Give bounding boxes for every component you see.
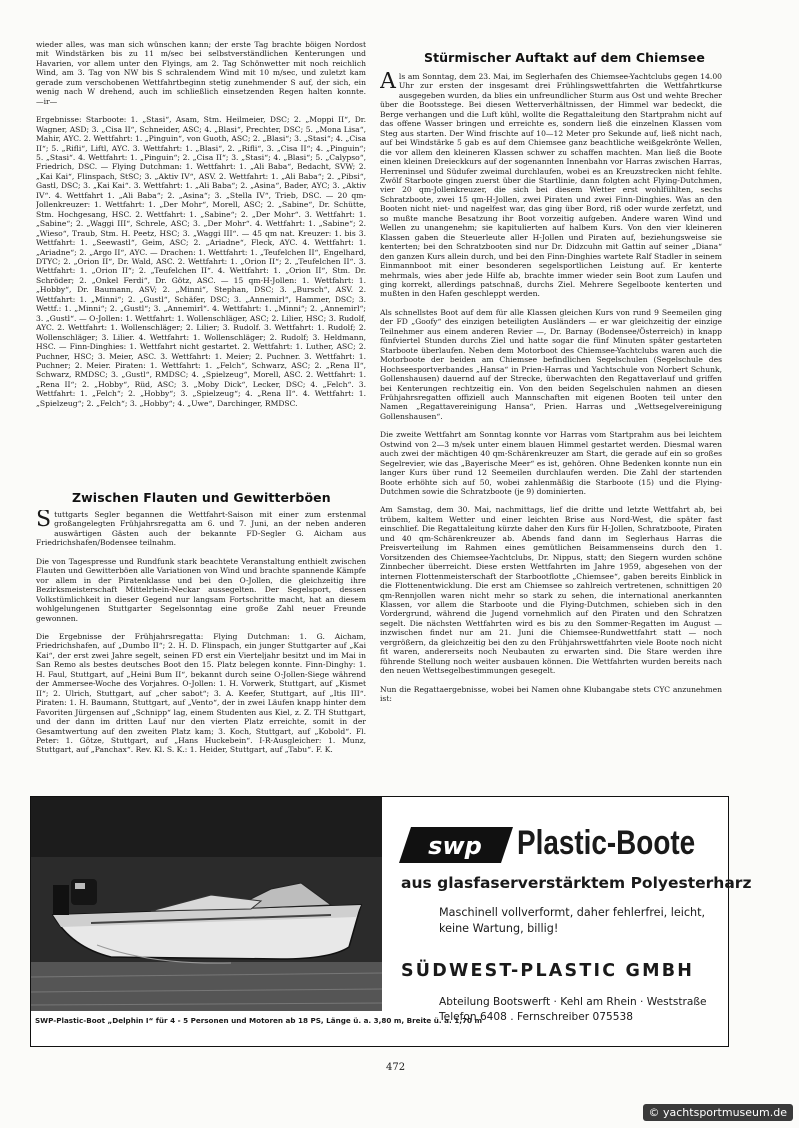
dropcap: S xyxy=(36,510,52,532)
article-paragraph-3: Die zweite Wettfahrt am Sonntag konnte vor Harras vom Startprahm aus bei leichtem Ostwind von 2—3 m/sek unter einem blauen Himmel gestartet werden. Diesmal waren auch zwei der mächtigen 40 qm-Schärenkreuzer am Start, die gerade auf ein so großes Segelrevier, wie das „Bayerische Meer“ es ist, gehören. Ohne Bedenken konnte nun ein langer Kurs über rund 12 Seemeilen durchlaufen werden. Die Zahl der startenden Boote erhöhte sich auf 50, wobei zahlenmäßig die Starboote (15) und die Flying-Dutchmen sowie die Schratzboote (je 9) dominierten. xyxy=(380,430,722,497)
company-address xyxy=(439,995,707,1025)
address-line-1: Abteilung Bootswerft · Kehl am Rhein · Weststraße xyxy=(439,996,707,1008)
right-column-article xyxy=(380,72,722,784)
paragraph-text: tuttgarts Segler begannen die Wettfahrt-Saison mit einer zum erstenmal großangelegten Frühjahrsregatta am 6. und 7. Juni, an der neben anderen auswärtigen Gästen auch der bekannte FD-Segler G. Aicham aus Friedrichshafen/Bodensee teilnahm. xyxy=(36,510,366,548)
intro-paragraph: wieder alles, was man sich wünschen kann; der erste Tag brachte böigen Nordost mit Windstärken bis zu 11 m/sec bei selbstverständlichen Kenterungen und Havarien, vor allem unter den Flyings, am 2. Tag Schönwetter mit noch reichlich Wind, am 3. Tag von NW bis S schralendem Wind mit 10 m/sec, und zuletzt kam gerade zum verschobenen Wettfahrtbeginn stetig zunehmender S auf, der sich, ein wenig nach W drehend, auch im schließlich einsetzenden Regen halten konnte. —ir— xyxy=(36,40,366,106)
dropcap: A xyxy=(380,72,396,94)
advertisement xyxy=(30,796,752,1047)
address-line-2: Telefon 6408 . Fernschreiber 075538 xyxy=(439,1011,633,1023)
paragraph-text: ls am Sonntag, dem 23. Mai, im Seglerhafen des Chiemsee-Yachtclubs gegen 14.00 Uhr zur ersten der insgesamt drei Frühlingswettfahrten die Wettfahrtkurse ausgegeben wurden, da blies ein unfreundlicher Sturm aus Ost und wehte Brecher über die Bootsstege. Bei diesen Wetterverhältnissen, der Himmel war bedeckt, die Berge verhangen und die Luft kühl, wollte die Regattaleitung den Startprahm nicht auf das offene Wasser bringen und erreichte es, sondern ließ die einzelnen Klassen vom Steg aus starten. Der Wind frischte auf 10—12 Meter pro Sekunde auf, ließ nicht nach, auf bei Windstärke 5 gab es auf dem Chiemsee ganz beachtliche weißgekrönte Wellen, die vor allem den kleineren Klassen schwer zu schaffen machten. Man ließ die Boote einen kleinen Dreieckkurs auf der sogenannten Innenbahn vor Harras zwischen Harras, Herreninsel und Südufer zweimal durchlaufen, wobei es an Kreuzstrecken nicht fehlte. Zwölf Starboote gingen zuerst über die Startlinie, dann folgten acht Flying-Dutchmen, vier 20 qm-Jollenkreuzer, die sich bei diesem Wetter erst wohlfühlten, sechs Schratzboote, zwei 15 qm-H-Jollen, zwei Piraten und zwei Finn-Dinghies. Was an den Booten nicht niet- und nagelfest war, das ging über Bord, riß oder wurde zerfetzt, und so mußte manche Besatzung ihr Boot vorzeitig aufgeben. Andere waren Wind und Wellen zu unangenehm; sie kapitulierten auf halbem Kurs. Von den vier kleineren Klassen gaben die Steuerleute aller H-Jollen und Piraten auf, beziehungsweise sie kenterten; bei den Schratzbooten sind nur Dr. Didzcuhn mit Gattin auf seiner „Diana“ den ganzen Kurs allein durch, und bei den Finn-Dinghies wartete Ralf Stadler in seinem Einmannboot mit einer besonderen segelsportlichen Leistung auf. Er kenterte mehrmals, wies aber jede Hilfe ab, brachte immer wieder sein Boot zum Laufen und ging korrekt, allerdings patschnaß, durchs Ziel. Mehrere Segelboote kenterten und mußten in den Hafen geschleppt werden. xyxy=(380,72,722,299)
article-paragraph-3: Die Ergebnisse der Frühjahrsregatta: Flying Dutchman: 1. G. Aicham, Friedrichshafen, auf „Dumbo II“; 2. H. D. Flinspach, ein junger Stuttgarter auf „Kai Kai“, der erst zwei Jahre segelt, seinen FD erst ein Vierteljahr besitzt und im Mai in San Remo als bestes deutsches Boot den 15. Platz belegen konnte. Finn-Dinghy: 1. H. Faul, Stuttgart, auf „Heini Bum II“, bekannt durch seine O-Jollen-Siege während der Ammersee-Woche des Vorjahres. O-Jollen: 1. H. Vorwerk, Stuttgart, auf „Kismet II“; 2. Ulrich, Stuttgart, auf „cher sabot“; 3. A. Keefer, Stuttgart, auf „Itis III“. Piraten: 1. H. Baumann, Stuttgart, auf „Vento“, der in zwei Läufen knapp hinter dem Favoriten Jürgensen auf „Schnipp“ lag, einem Studenten aus Kiel, z. Z. TH Stuttgart, und der dann im dritten Lauf nur den vierten Platz erreichte, somit in der Gesamtwertung auf den zweiten Platz kam; 3. Koch, Stuttgart, auf „Kobold“. Fl. Peter: 1. Götze, Stuttgart, auf „Hans Huckebein“. I-R-Ausgleicher: 1. Munz, Stuttgart, auf „Panchax“. Rev. Kl. S. K.: 1. Heider, Stuttgart, auf „Tabu“. F. K. xyxy=(36,631,366,755)
watermark: © yachtsportmuseum.de xyxy=(643,1104,793,1121)
article-paragraph-1 xyxy=(36,510,366,548)
photo-caption: SWP-Plastic-Boot „Delphin I“ für 4 - 5 Personen und Motoren ab 18 PS, Länge ü. a. 3,80 m, Breite ü. a. 1,70 m xyxy=(35,1016,482,1025)
boat-photo xyxy=(31,797,382,1011)
brand-subtitle: aus glasfaserverstärktem Polyesterharz xyxy=(401,874,752,892)
article-paragraph-2: Die von Tagespresse und Rundfunk stark beachtete Veranstaltung enthielt zwischen Flauten und Gewitterböen alle Variationen von Wind und brachte spannende Kämpfe vor allem in der Piratenklasse und bei den O-Jollen, die gleichzeitig ihre Bezirksmeisterschaft Mittelrhein-Neckar aussegelten. Der Segelsport, dessen Volkstümlichkeit in dieser Gegend nur langsam Fortschritte macht, hat an diesem wohlgelungenen Stuttgarter Segelsonntag eine große Zahl neuer Freunde gewonnen. xyxy=(36,556,366,623)
logo-text: swp xyxy=(428,832,482,860)
company-name: SÜDWEST-PLASTIC GMBH xyxy=(401,961,695,981)
article-paragraph-5: Nun die Regattaergebnisse, wobei bei Namen ohne Klubangabe stets CYC anzunehmen ist: xyxy=(380,684,722,704)
brand-title: Plastic-Boote xyxy=(517,824,696,862)
article-paragraph-4: Am Samstag, dem 30. Mai, nachmittags, lief die dritte und letzte Wettfahrt ab, bei trübem, kaltem Wetter und einer leichten Brise aus Nord-West, die später fast einschlief. Die Regattaleitung kürzte daher den Kurs für H-Jollen, Schratzboote, Piraten und 40 qm-Schärenkreuzer ab. Abends fand dann im Seglerhaus Harras die Preisverteilung im Rahmen eines gemütlichen Beisammenseins durch den 1. Vorsitzenden des Chiemsee-Yachtclubs, Dr. Nippus, statt; den Siegern wurden schöne Zinnbecher überreicht. Diese ersten Wettfahrten im Jahre 1959, abgesehen von der internen Flottenmeisterschaft der Starbootflotte „Chiemsee“, gaben bereits Einblick in die Flottenentwicklung. Die erst am Chiemsee so zahlreich vertretenen, schnittigen 20 qm-Rennjollen waren nicht mehr so stark zu sehen, die international anerkannten Klassen, vor allem die Starboote und die Flying-Dutchmen, schieben sich in den Vordergrund, während die Jugend vornehmlich auf den Piraten und den Schratzen segelt. Die nächsten Wettfahrten wird es bis zu den Sommer-Regatten im August — inzwischen findet nur am 21. Juni die Chiemsee-Rundwettfahrt statt — noch vergrößern, da gleichzeitig bei den zu den Frühjahrswettfahrten viele Boote noch nicht fit waren, andererseits noch Neubauten zu erwarten sind. Die Stare werden ihre führende Stellung noch weiter ausbauen können. Die Wettfahrten wurden bereits nach den neuen Wettsegelbestimmungen gesegelt. xyxy=(380,505,722,676)
left-column-article xyxy=(36,510,366,785)
headline-chiemsee: Stürmischer Auftakt auf dem Chiemsee xyxy=(424,50,705,65)
swp-logo-icon xyxy=(397,823,515,867)
page-number: 472 xyxy=(386,1062,406,1073)
article-paragraph-1 xyxy=(380,72,722,299)
headline-stuttgart: Zwischen Flauten und Gewitterböen xyxy=(72,490,331,505)
ad-text-panel xyxy=(393,805,752,1040)
boat-illustration xyxy=(31,797,382,1011)
article-paragraph-2: Als schnellstes Boot auf dem für alle Klassen gleichen Kurs von rund 9 Seemeilen ging der FD „Goofy“ des einzigen beteiligten Ausländers — er war gleichzeitig der einzige Teilnehmer aus einem anderen Revier —, Dr. Barnay (Bodensee/Österreich) in knapp fünfviertel Stunden durchs Ziel und hatte sogar die fünf Minuten später gestarteten Starboote überlaufen. Neben dem Motorboot des Chiemsee-Yachtclubs waren auch die Motorboote der beiden am Chiemsee befindlichen Segelschulen (Segelschule des Hochseesportverbandes „Hansa“ in Prien-Harras und Yachtschule von Norbert Schunk, Gollenshausen) dauernd auf der Strecke, überwachten den Regattaverlauf und griffen bei Kenterungen rechtzeitig ein. Von den beiden Segelschulen nahmen an diesen Frühjahrsregatten offiziell auch Mannschaften mit eigenen Booten teil unter den Namen „Regattavereinigung Hansa“, Prien. Harras und „Wettsegelvereinigung Gollenshausen“. xyxy=(380,307,722,421)
left-column-results xyxy=(36,40,366,480)
product-description: Maschinell vollverformt, daher fehlerfrei, leicht, keine Wartung, billig! xyxy=(439,906,706,935)
results-paragraph: Ergebnisse: Starboote: 1. „Stasi“, Asam, Stm. Heilmeier, DSC; 2. „Moppi II“, Dr. Wagner, ASD; 3. „Cisa II“, Schneider, ASC; 4. „Blasi“, Prechter, DSC; 5. „Mona Lisa“, Mahir, AYC. 2. Wettfahrt: 1. „Pinguin“, von Guoth, ASC; 2. „Blasi“; 3. „Stasi“; 4. „Cisa II“; 5. „Rifli“, Liftl, AYC. 3. Wettfahrt: 1. „Blasi“, 2. „Rifli“, 3. „Cisa II“; 4. „Pinguin“; 5. „Stasi“. 4. Wettfahrt: 1. „Pinguin“; 2. „Cisa II“; 3. „Stasi“; 4. „Blasi“; 5. „Calypso“, Friedrich, DSC. — Flying Dutchman: 1. Wettfahrt: 1. „Ali Baba“, Bedacht, SVW; 2. „Kai Kai“, Flinspach, StSC; 3. „Aktiv IV“, ASV. 2. Wettfahrt: 1. „Ali Baba“; 2. „Pibsi“, Gastl, DSC; 3. „Kai Kai“. 3. Wettfahrt: 1. „Ali Baba“; 2. „Asina“, Bader, AYC; 3. „Aktiv IV“. 4. Wettfahrt 1. „Ali Baba“; 2. „Asina“; 3. „Stella IV“, Trieb, DSC. — 20 qm-Jollenkreuzer: 1. Wettfahrt: 1. „Der Mohr“, Morell, ASC; 2. „Sabine“, Dr. Schütte, Stm. Hochgesang, HSC. 2. Wettfahrt: 1. „Sabine“; 2. „Der Mohr“. 3. Wettfahrt: 1. „Sabine“; 2. „Waggi III“, Schrele, ASC; 3. „Der Mohr“. 4. Wettfahrt: 1. „Sabine“; 2. „Wieso“, Traub, Stm. H. Peetz, HSC; 3. „Waggi III“. — 45 qm nat. Kreuzer: 1. bis 3. Wettfahrt: 1. „Seewastl“, Geim, ASC; 2. „Ariadne“, Fleck, AYC. 4. Wettfahrt: 1. „Ariadne“; 2. „Argo II“, AYC. — Drachen: 1. Wettfahrt: 1. „Teufelchen II“, Engelhard, DTYC; 2. „Orion II“, Dr. Wald, ASC. 2. Wettfahrt: 1. „Orion II“; 2. „Teufelchen II“. 3. Wettfahrt: 1. „Orion II“; 2. „Teufelchen II“. 4. Wettfahrt: 1. „Orion II“, Stm. Dr. Schröder; 2. „Onkel Ferdi“, Dr. Götz, ASC. — 15 qm-H-Jollen: 1. Wettfahrt: 1. „Hobby“, Dr. Baumann, ASV; 2. „Minni“, Stephan, DSC; 3. „Bursch“, ASV. 2. Wettfahrt: 1. „Minni“; 2. „Gustl“, Schäfer, DSC; 3. „Annemirl“, Hammer, DSC; 3. Wettf.: 1. „Minni“; 2. „Gustl“; 3. „Annemirl“. 4. Wettfahrt: 1. „Minni“; 2. „Annemirl“; 3. „Gustl“. — O-Jollen: 1. Wettfahrt: 1. Wollenschläger, ASC; 2. Lilier, HSC; 3. Rudolf, AYC. 2. Wettfahrt: 1. Wollenschläger; 2. Lilier; 3. Rudolf. 3. Wettfahrt: 1. Rudolf; 2. Wollenschläger; 3. Lilier. 4. Wettfahrt: 1. Wollenschläger; 2. Rudolf; 3. Heldmann, HSC. — Finn-Dinghies: 1. Wettfahrt nicht gestartet. 2. Wettfahrt: 1. Luther, ASC; 2. Puchner, HSC; 3. Meier, ASC. 3. Wettfahrt: 1. Meier; 2. Puchner. 3. Wettfahrt: 1. Puchner; 2. Meier. Piraten: 1. Wettfahrt: 1. „Felch“, Schwarz, ASC; 2. „Rena II“, Schwarz, RMDSC; 3. „Gustl“, RMDSC; 4. „Spielzeug“, Morell, ASC. 2. Wettfahrt: 1. „Rena II“; 2. „Hobby“, Rüd, ASC; 3. „Moby Dick“, Lecker, DSC; 4. „Felch“. 3. Wettfahrt: 1. „Felch“; 2. „Hobby“; 3. „Spielzeug“; 4. „Rena II“. 4. Wettfahrt: 1. „Spielzeug“; 2. „Felch“; 3. „Hobby“; 4. „Uwe“, Darchinger, RMDSC. xyxy=(36,115,366,408)
